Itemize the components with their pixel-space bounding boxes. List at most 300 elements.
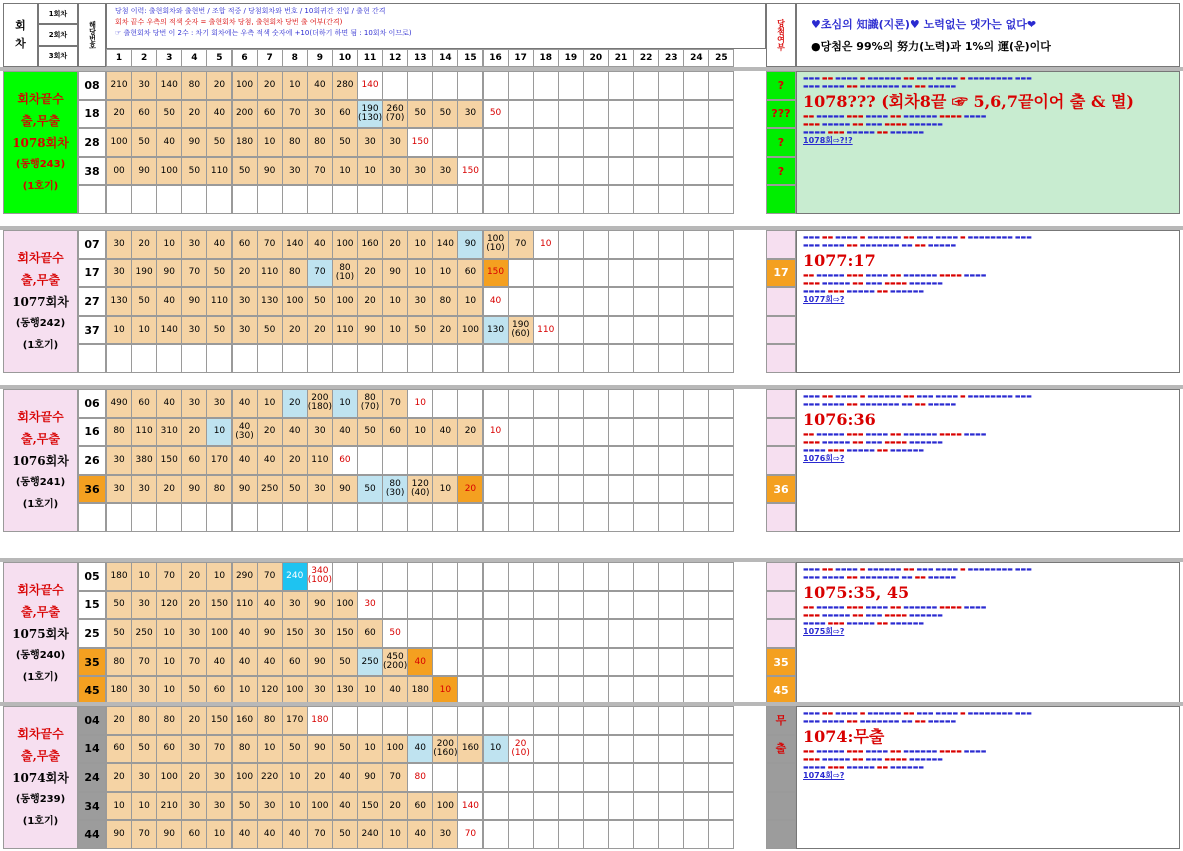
gap-cell: 50 bbox=[432, 100, 458, 129]
gap-cell bbox=[608, 619, 634, 648]
gap-cell bbox=[608, 259, 634, 288]
column-header: 8 bbox=[282, 49, 308, 67]
result-cell: 36 bbox=[766, 475, 796, 504]
gap-cell-blank bbox=[181, 185, 207, 214]
gap-cell: 30 bbox=[232, 316, 258, 345]
gap-cell: 30 bbox=[206, 792, 232, 821]
gap-cell: 490 bbox=[106, 389, 132, 418]
gap-cell: 100 bbox=[332, 287, 358, 316]
gap-cell: 50 bbox=[181, 676, 207, 705]
draw-number: 37 bbox=[78, 316, 106, 345]
gap-cell: 40 bbox=[257, 446, 283, 475]
gap-cell: 50 bbox=[407, 316, 433, 345]
gap-cell: 30 bbox=[131, 676, 157, 705]
gap-cell bbox=[533, 591, 559, 620]
result-cell bbox=[766, 562, 796, 591]
gap-cell: 120 bbox=[257, 676, 283, 705]
gap-cell: 10 bbox=[432, 259, 458, 288]
gap-cell bbox=[633, 792, 659, 821]
gap-cell: 30 bbox=[181, 316, 207, 345]
gap-cell bbox=[558, 676, 584, 705]
gap-cell: 80 (70) bbox=[357, 389, 383, 418]
column-header: 6 bbox=[232, 49, 258, 67]
gap-cell bbox=[683, 619, 709, 648]
result-cell: 출 bbox=[766, 735, 796, 764]
draw-number: 45 bbox=[78, 676, 106, 705]
gap-cell: 10 bbox=[432, 676, 458, 705]
column-header: 2 bbox=[131, 49, 157, 67]
gap-cell: 10 bbox=[206, 820, 232, 849]
analysis-title: 1075:35, 45 bbox=[803, 583, 910, 602]
analysis-panel bbox=[796, 389, 1180, 532]
gap-cell: 40 bbox=[232, 619, 258, 648]
gap-cell bbox=[432, 619, 458, 648]
gap-cell: 70 bbox=[382, 763, 408, 792]
gap-cell: 140 bbox=[282, 230, 308, 259]
gap-cell: 250 bbox=[357, 648, 383, 677]
gap-cell: 100 bbox=[332, 591, 358, 620]
gap-cell bbox=[683, 706, 709, 735]
column-header: 11 bbox=[357, 49, 383, 67]
result-cell: 45 bbox=[766, 676, 796, 705]
gap-cell: 20 bbox=[181, 562, 207, 591]
gap-cell bbox=[483, 128, 509, 157]
gap-cell: 60 bbox=[357, 619, 383, 648]
gap-cell: 40 bbox=[483, 287, 509, 316]
column-header: 12 bbox=[382, 49, 408, 67]
draw-number: 35 bbox=[78, 648, 106, 677]
gap-cell bbox=[683, 316, 709, 345]
gap-cell bbox=[508, 591, 534, 620]
gap-cell: 280 bbox=[332, 71, 358, 100]
gap-cell bbox=[683, 446, 709, 475]
gap-cell bbox=[658, 735, 684, 764]
gap-cell: 40 bbox=[332, 418, 358, 447]
draw-number: 24 bbox=[78, 763, 106, 792]
draw-number: 06 bbox=[78, 389, 106, 418]
gap-cell bbox=[407, 591, 433, 620]
gap-cell: 30 bbox=[307, 418, 333, 447]
gap-cell: 30 bbox=[257, 792, 283, 821]
column-header: 15 bbox=[457, 49, 483, 67]
gap-cell bbox=[483, 71, 509, 100]
analysis-notes: ▬▬▬ ▬▬ ▬▬▬▬ ▬ ▬▬▬▬▬▬ ▬▬ ▬▬▬ ▬▬▬▬ ▬ ▬▬▬▬▬▬▬▬ ▬▬▬ ▬▬▬ ▬▬▬▬ ▬▬ ▬▬▬▬▬▬▬ ▬▬ ▬▬ ▬▬▬▬▬ bbox=[803, 566, 1032, 581]
gap-cell bbox=[708, 763, 734, 792]
legend-line: 당첨 이력: 출현회차와 출현번 / 조합 적중 / 당첨회차와 번호 / 10회귀간 진입 / 출현 간격 bbox=[115, 7, 386, 15]
gap-cell: 30 bbox=[432, 157, 458, 186]
group-label-line: 1074회차 bbox=[12, 770, 69, 785]
gap-cell: 260 (70) bbox=[382, 100, 408, 129]
gap-cell bbox=[533, 259, 559, 288]
column-header: 19 bbox=[558, 49, 584, 67]
gap-cell: 10 bbox=[432, 475, 458, 504]
gap-cell: 30 bbox=[206, 389, 232, 418]
result-cell: 무 bbox=[766, 706, 796, 735]
gap-cell bbox=[457, 446, 483, 475]
gap-cell: 10 bbox=[106, 316, 132, 345]
result-cell bbox=[766, 316, 796, 345]
gap-cell: 50 bbox=[332, 128, 358, 157]
gap-cell bbox=[558, 446, 584, 475]
result-cell: ? bbox=[766, 128, 796, 157]
gap-cell-blank bbox=[658, 344, 684, 373]
gap-cell: 10 bbox=[282, 792, 308, 821]
gap-cell: 50 bbox=[206, 128, 232, 157]
gap-cell-blank bbox=[583, 344, 609, 373]
gap-cell-blank bbox=[608, 185, 634, 214]
gap-cell bbox=[508, 446, 534, 475]
result-cell: ??? bbox=[766, 100, 796, 129]
gap-cell: 20 bbox=[156, 475, 182, 504]
group-label bbox=[3, 562, 78, 705]
gap-cell-blank bbox=[232, 503, 258, 532]
gap-cell: 80 bbox=[432, 287, 458, 316]
gap-cell bbox=[708, 157, 734, 186]
gap-cell-blank bbox=[583, 503, 609, 532]
gap-cell-blank bbox=[533, 503, 559, 532]
gap-cell bbox=[432, 128, 458, 157]
result-cell bbox=[766, 418, 796, 447]
gap-cell bbox=[533, 100, 559, 129]
gap-cell-blank bbox=[131, 344, 157, 373]
gap-cell bbox=[483, 619, 509, 648]
gap-cell bbox=[457, 71, 483, 100]
analysis-notes: ▬▬▬ ▬▬ ▬▬▬▬ ▬ ▬▬▬▬▬▬ ▬▬ ▬▬▬ ▬▬▬▬ ▬ ▬▬▬▬▬▬▬▬ ▬▬▬ ▬▬▬ ▬▬▬▬ ▬▬ ▬▬▬▬▬▬▬ ▬▬ ▬▬ ▬▬▬▬▬ bbox=[803, 710, 1032, 725]
gap-cell bbox=[633, 100, 659, 129]
gap-cell: 60 bbox=[282, 648, 308, 677]
analysis-notes: ▬▬ ▬▬▬▬▬ ▬▬▬ ▬▬▬▬ ▬▬ ▬▬▬▬▬▬ ▬▬▬▬ ▬▬▬▬ ▬▬▬ ▬▬▬▬▬ ▬▬ ▬▬▬ ▬▬▬▬ ▬▬▬▬▬▬ ▬▬▬▬ ▬▬▬ ▬▬▬▬▬ ▬▬ ▬▬▬▬▬▬ bbox=[803, 748, 987, 771]
gap-cell: 40 bbox=[257, 820, 283, 849]
gap-cell bbox=[508, 418, 534, 447]
gap-cell: 20 bbox=[282, 316, 308, 345]
gap-cell: 10 bbox=[382, 287, 408, 316]
gap-cell bbox=[432, 389, 458, 418]
gap-cell-blank bbox=[357, 503, 383, 532]
gap-cell bbox=[558, 792, 584, 821]
gap-cell: 10 bbox=[156, 619, 182, 648]
gap-cell: 90 bbox=[156, 259, 182, 288]
gap-cell bbox=[508, 157, 534, 186]
gap-cell: 60 bbox=[232, 230, 258, 259]
gap-cell: 100 bbox=[156, 157, 182, 186]
gap-cell bbox=[357, 562, 383, 591]
gap-cell: 10 bbox=[156, 230, 182, 259]
gap-cell bbox=[332, 562, 358, 591]
gap-cell bbox=[658, 316, 684, 345]
gap-cell bbox=[457, 128, 483, 157]
gap-cell: 100 bbox=[332, 230, 358, 259]
gap-cell bbox=[608, 792, 634, 821]
gap-cell-blank bbox=[683, 185, 709, 214]
gap-cell: 40 bbox=[282, 418, 308, 447]
gap-cell bbox=[508, 100, 534, 129]
gap-cell bbox=[708, 446, 734, 475]
draw-number: 05 bbox=[78, 562, 106, 591]
gap-cell: 180 bbox=[232, 128, 258, 157]
gap-cell bbox=[583, 157, 609, 186]
gap-cell bbox=[683, 562, 709, 591]
analysis-link[interactable]: 1078회⇨?!? bbox=[803, 136, 853, 145]
gap-cell: 180 bbox=[106, 562, 132, 591]
gap-cell bbox=[633, 648, 659, 677]
gap-cell: 10 bbox=[533, 230, 559, 259]
gap-cell: 70 bbox=[257, 562, 283, 591]
gap-cell: 40 bbox=[257, 648, 283, 677]
motto-line-2: ●당첨은 99%의 努力(노력)과 1%의 運(운)이다 bbox=[811, 40, 1051, 53]
gap-cell bbox=[658, 128, 684, 157]
gap-cell bbox=[533, 157, 559, 186]
gap-cell: 30 bbox=[131, 591, 157, 620]
result-cell bbox=[766, 792, 796, 821]
column-header: 20 bbox=[583, 49, 609, 67]
gap-cell bbox=[457, 591, 483, 620]
gap-cell bbox=[457, 389, 483, 418]
gap-cell-blank bbox=[106, 503, 132, 532]
gap-cell: 20 bbox=[382, 230, 408, 259]
gap-cell: 50 bbox=[232, 157, 258, 186]
gap-cell: 90 bbox=[307, 648, 333, 677]
gap-cell: 90 bbox=[307, 591, 333, 620]
result-cell-blank bbox=[766, 344, 796, 373]
gap-cell: 70 bbox=[382, 389, 408, 418]
gap-cell bbox=[508, 562, 534, 591]
gap-cell: 10 bbox=[206, 562, 232, 591]
group-label-line: 출,무출 bbox=[21, 113, 60, 128]
gap-cell: 130 bbox=[483, 316, 509, 345]
gap-cell: 50 bbox=[332, 648, 358, 677]
column-header: 3 bbox=[156, 49, 182, 67]
gap-cell bbox=[357, 446, 383, 475]
gap-cell bbox=[583, 71, 609, 100]
analysis-link[interactable]: 1074회⇨? bbox=[803, 771, 845, 780]
gap-cell-blank bbox=[156, 344, 182, 373]
group-label-line: 회차끝수 bbox=[17, 250, 64, 265]
gap-cell-blank bbox=[206, 185, 232, 214]
group-label-line: 출,무출 bbox=[21, 604, 60, 619]
gap-cell bbox=[583, 389, 609, 418]
gap-cell: 10 bbox=[357, 157, 383, 186]
column-header: 17 bbox=[508, 49, 534, 67]
gap-cell bbox=[608, 562, 634, 591]
gap-cell: 110 bbox=[131, 418, 157, 447]
gap-cell bbox=[708, 706, 734, 735]
gap-cell: 160 bbox=[232, 706, 258, 735]
group-label-line: (1호기) bbox=[22, 815, 59, 827]
gap-cell bbox=[633, 735, 659, 764]
gap-cell bbox=[708, 128, 734, 157]
gap-cell bbox=[407, 619, 433, 648]
gap-cell bbox=[558, 71, 584, 100]
gap-cell bbox=[633, 591, 659, 620]
result-cell: ? bbox=[766, 71, 796, 100]
gap-cell: 30 bbox=[307, 676, 333, 705]
gap-cell-blank bbox=[382, 344, 408, 373]
gap-cell: 20 bbox=[106, 706, 132, 735]
gap-cell: 100 (10) bbox=[483, 230, 509, 259]
gap-cell bbox=[583, 706, 609, 735]
gap-cell: 30 bbox=[282, 157, 308, 186]
gap-cell-blank bbox=[533, 185, 559, 214]
gap-cell bbox=[633, 287, 659, 316]
gap-cell: 90 bbox=[156, 820, 182, 849]
gap-cell: 30 bbox=[181, 792, 207, 821]
gap-cell: 40 bbox=[232, 446, 258, 475]
gap-cell: 80 bbox=[106, 648, 132, 677]
draw-number: 04 bbox=[78, 706, 106, 735]
gap-cell bbox=[558, 287, 584, 316]
gap-cell-blank bbox=[558, 185, 584, 214]
motto-line-1: ♥초심의 知識(지론)♥ 노력없는 댓가는 없다❤ bbox=[811, 18, 1037, 31]
gap-cell: 130 bbox=[106, 287, 132, 316]
result-cell: 17 bbox=[766, 259, 796, 288]
group-label-line: 회차끝수 bbox=[17, 582, 64, 597]
gap-cell: 10 bbox=[332, 157, 358, 186]
gap-cell: 100 bbox=[282, 676, 308, 705]
gap-cell: 20 bbox=[307, 316, 333, 345]
gap-cell-blank bbox=[307, 344, 333, 373]
gap-cell bbox=[633, 676, 659, 705]
gap-cell: 30 bbox=[307, 619, 333, 648]
gap-cell: 10 bbox=[483, 418, 509, 447]
gap-cell bbox=[683, 259, 709, 288]
gap-cell: 30 bbox=[181, 389, 207, 418]
gap-cell bbox=[708, 100, 734, 129]
gap-cell: 50 bbox=[332, 820, 358, 849]
gap-cell bbox=[608, 648, 634, 677]
gap-cell bbox=[508, 128, 534, 157]
gap-cell-blank bbox=[407, 344, 433, 373]
gap-cell: 00 bbox=[106, 157, 132, 186]
gap-cell: 190 bbox=[131, 259, 157, 288]
column-header: 1 bbox=[106, 49, 132, 67]
gap-cell bbox=[533, 676, 559, 705]
column-header: 4 bbox=[181, 49, 207, 67]
gap-cell: 10 bbox=[382, 316, 408, 345]
gap-cell bbox=[533, 619, 559, 648]
gap-cell: 40 bbox=[232, 820, 258, 849]
gap-cell bbox=[633, 475, 659, 504]
gap-cell: 10 bbox=[257, 735, 283, 764]
gap-cell bbox=[608, 763, 634, 792]
draw-number: 16 bbox=[78, 418, 106, 447]
gap-cell bbox=[558, 735, 584, 764]
gap-cell: 30 bbox=[131, 475, 157, 504]
analysis-link[interactable]: 1075회⇨? bbox=[803, 627, 845, 636]
gap-cell bbox=[683, 128, 709, 157]
gap-cell: 50 bbox=[131, 735, 157, 764]
analysis-link[interactable]: 1077회⇨? bbox=[803, 295, 845, 304]
gap-cell: 40 bbox=[206, 100, 232, 129]
gap-cell: 70 bbox=[282, 100, 308, 129]
gap-cell: 150 bbox=[206, 706, 232, 735]
gap-cell bbox=[658, 446, 684, 475]
gap-cell: 30 bbox=[181, 735, 207, 764]
gap-cell: 60 bbox=[206, 676, 232, 705]
group-label-line: 출,무출 bbox=[21, 272, 60, 287]
gap-cell bbox=[533, 763, 559, 792]
column-header: 21 bbox=[608, 49, 634, 67]
gap-cell-blank bbox=[156, 185, 182, 214]
draw-number-blank bbox=[78, 185, 106, 214]
gap-cell bbox=[583, 446, 609, 475]
gap-cell: 10 bbox=[407, 389, 433, 418]
draw-number-blank bbox=[78, 503, 106, 532]
gap-cell: 130 bbox=[332, 676, 358, 705]
gap-cell bbox=[608, 71, 634, 100]
gap-cell: 30 bbox=[307, 475, 333, 504]
gap-cell: 10 bbox=[457, 287, 483, 316]
gap-cell bbox=[583, 792, 609, 821]
gap-cell-blank bbox=[407, 185, 433, 214]
gap-cell bbox=[683, 389, 709, 418]
gap-cell: 90 bbox=[106, 820, 132, 849]
legend-line: ☞ 출현회차 당번 이 2수 : 차기 회차에는 우측 적색 숫자에 +10(더하기 하면 됨 : 10회차 이므로) bbox=[115, 29, 412, 37]
gap-cell: 60 bbox=[181, 820, 207, 849]
group-label-line: 회차끝수 bbox=[17, 726, 64, 741]
analysis-link[interactable]: 1076회⇨? bbox=[803, 454, 845, 463]
gap-cell bbox=[407, 71, 433, 100]
gap-cell: 80 bbox=[156, 706, 182, 735]
gap-cell-blank bbox=[257, 185, 283, 214]
gap-cell bbox=[633, 418, 659, 447]
gap-cell-blank bbox=[257, 344, 283, 373]
gap-cell bbox=[708, 619, 734, 648]
gap-cell: 90 bbox=[181, 475, 207, 504]
gap-cell: 190 (130) bbox=[357, 100, 383, 129]
gap-cell: 90 bbox=[232, 475, 258, 504]
gap-cell bbox=[508, 706, 534, 735]
gap-cell bbox=[483, 446, 509, 475]
gap-cell bbox=[357, 706, 383, 735]
group-label-line: 1076회차 bbox=[12, 453, 69, 468]
gap-cell: 180 bbox=[106, 676, 132, 705]
gap-cell: 110 bbox=[332, 316, 358, 345]
gap-cell: 110 bbox=[206, 157, 232, 186]
gap-cell: 40 bbox=[307, 230, 333, 259]
gap-cell bbox=[432, 591, 458, 620]
gap-cell bbox=[683, 475, 709, 504]
gap-cell: 150 bbox=[206, 591, 232, 620]
draw-number: 26 bbox=[78, 446, 106, 475]
gap-cell-blank bbox=[382, 185, 408, 214]
result-cell: ? bbox=[766, 157, 796, 186]
gap-cell bbox=[457, 648, 483, 677]
gap-cell: 30 bbox=[131, 71, 157, 100]
gap-cell bbox=[508, 648, 534, 677]
gap-cell bbox=[633, 619, 659, 648]
gap-cell: 20 bbox=[181, 100, 207, 129]
gap-cell bbox=[457, 676, 483, 705]
gap-cell-blank bbox=[432, 503, 458, 532]
group-label-line: (1호기) bbox=[22, 339, 59, 351]
gap-cell: 100 bbox=[232, 71, 258, 100]
gap-cell-blank bbox=[282, 185, 308, 214]
gap-cell bbox=[708, 475, 734, 504]
gap-cell bbox=[608, 389, 634, 418]
gap-cell bbox=[583, 562, 609, 591]
gap-cell: 160 bbox=[357, 230, 383, 259]
gap-cell: 150 bbox=[282, 619, 308, 648]
gap-cell-blank bbox=[708, 344, 734, 373]
gap-cell: 340 (100) bbox=[307, 562, 333, 591]
gap-cell-blank bbox=[206, 503, 232, 532]
gap-cell: 240 bbox=[357, 820, 383, 849]
gap-cell-blank bbox=[658, 503, 684, 532]
gap-cell: 10 bbox=[131, 316, 157, 345]
gap-cell bbox=[583, 820, 609, 849]
gap-cell-blank bbox=[307, 503, 333, 532]
gap-cell-blank bbox=[332, 503, 358, 532]
